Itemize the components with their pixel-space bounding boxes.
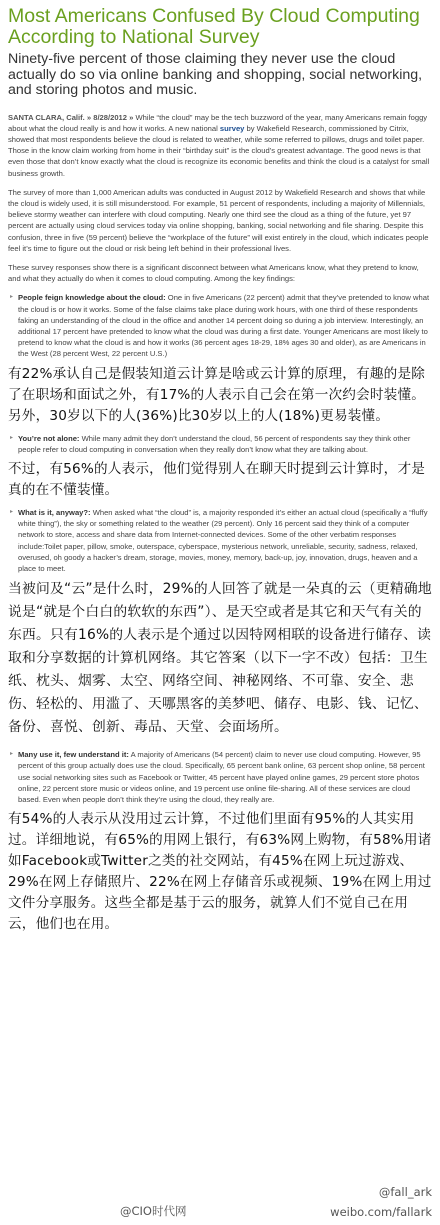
article-paragraph-1 [8,112,432,179]
paragraph-text: While “the cloud” may be the tech buzzword of the year, many Americans remain foggy about what the cloud really is and how it works. A new national [8,112,428,133]
finding-text: When asked what “the cloud” is, a majority responded it’s either an actual cloud (specifically a “fluffy white thing”), the sky or something related to the weather (29 percent). Only 16 percent said they think of a computer network to store, access and share data from Internet-connected devices. Some of the other verbatim responses include:Toilet paper, pillow, smoke, outerspace, cyberspace, mysterious network, unreliable, security, sadness, relaxed, overused, oh goody a hacker’s dream, storage, movies, money, memory, back-up, joy, innovation, drugs, heaven and a place to meet. [18,507,428,573]
finding-text: A majority of Americans (54 percent) claim to never use cloud computing. However, 95 percent of this group actually does use the cloud. Specifically, 65 percent bank online, 63 percent shop online, 58 percent use social networking sites such as Facebook or Twitter, 45 percent have played online games, 29 percent store photos online, 22 percent store music or videos online, and 19 percent use online file-sharing. All of these services are cloud based. Even when people don’t think they’re using the cloud, they really are. [18,750,425,804]
chinese-translation: 有22%承认自己是假装知道云计算是啥或云计算的原理，有趣的是除了在职场和面试之外，有17%的人表示自己会在第一次约会时装懂。另外，30岁以下的人(36%)比30岁以上的人(18%)更易装懂。 [8,365,426,424]
finding-heading: You’re not alone: [18,433,80,443]
bullet-arrow-icon: ▸ [10,508,14,515]
watermark-source: @CIO时代网 [120,1204,187,1218]
dateline: SANTA CLARA, Calif. » 8/28/2012 » [8,112,134,122]
chinese-translation: 有54%的人表示从没用过云计算，不过他们里面有95%的人其实用过。详细地说，有65%的用网上银行，有63%网上购物，有58%用诸如Facebook或Twitter之类的社交网站，有45%在网上玩过游戏、29%在网上存储照片、22%在网上存储音乐或视频、19%在网上用过文件分享服务。这些全都是基于云的服务，就算人们不觉自己在用云，他们也在用。 [8,811,432,933]
finding-item [8,507,432,574]
chinese-translation: 当被问及“云”是什么时，29%的人回答了就是一朵真的云（更精确地说是“就是个白白的软软的东西”）、是天空或者是其它和天气有关的东西。只有16%的人表示是个通过以因特网相联的设备进行储存、读取和分享数据的计算机网络。其它答案（以下一字不改）包括：卫生纸、枕头、烟雾、太空、网络空间、神秘网络、不可靠、安全、悲伤、轻松的、用滥了、天哪黑客的美梦吧、储存、电影、钱、记忆、备份、喜悦、创新、毒品、天堂、会面场所。 [8,581,432,736]
article-paragraph-3: These survey responses show there is a significant disconnect between what Americans know, what they pretend to know, and what they actually do when it comes to cloud computing. Among the key findings: [8,262,419,284]
bullet-arrow-icon: ▸ [10,751,14,758]
finding-item [8,433,432,455]
survey-link[interactable]: survey [219,123,245,133]
bullet-arrow-icon: ▸ [10,434,14,441]
finding-heading: People feign knowledge about the cloud: [18,293,166,303]
finding-text: While many admit they don’t understand the cloud, 56 percent of respondents say they think other people refer to cloud computing in conversation when they really don’t know what they are talking about. [18,433,411,454]
watermark-weibo-url: weibo.com/fallark [330,1205,432,1219]
finding-item [8,749,432,805]
article-subtitle: Ninety-five percent of those claiming they never use the cloud actually do so via online banking and shopping, social networking, and storing photos and music. [8,51,423,98]
article-title: Most Americans Confused By Cloud Computing According to National Survey [8,5,420,48]
chinese-translation: 不过，有56%的人表示，他们觉得别人在聊天时提到云计算时，才是真的在不懂装懂。 [8,460,426,498]
finding-heading: What is it, anyway?: [18,507,91,517]
article-paragraph-2: The survey of more than 1,000 American adults was conducted in August 2012 by Wakefield Research and shows that while the cloud is widely used, it is still misunderstood. For example, 51 percent of respondents, including a majority of Millennials, believe stormy weather can interfere with cloud computing. Nearly one third see the cloud as a thing of the future, yet 97 percent are actually using cloud services today via online shopping, banking, social networking and file sharing. Despite this confusion, three in five (59 percent) believe the “workplace of the future” will exist entirely in the cloud, which indicates people feel it’s time to figure out the cloud or risk being left behind in their professional lives. [8,187,429,253]
finding-item [8,292,432,359]
bullet-arrow-icon: ▸ [10,294,14,301]
paragraph-text: by Wakefield Research, commissioned by Citrix, showed that most respondents believe the cloud is related to weather, while some referred to pillows, drugs and toilet paper. Those in the know claim working from home in their “birthday suit” is the cloud’s greatest advantage. The good news is that even those that don’t know exactly what the cloud is recognize its economic benefits and think the cloud is a catalyst for small business growth. [8,123,430,178]
finding-heading: Many use it, few understand it: [18,750,129,760]
watermark-author: @fall_ark [378,1185,432,1199]
finding-text: One in five Americans (22 percent) admit that they’ve pretended to know what the cloud is or how it works. Some of the false claims take place during work hours, with one third of these respondents faking an understanding of the cloud in the office and another 14 percent doing so during a job interview. Interestingly, an additional 17 percent have pretended to know what the cloud was during a first date. Younger Americans are most likely to pretend to know what the cloud is and how it works (36 percent ages 18-29, 18% ages 30 and older), as are Americans in the West (28 percent West, 22 percent U.S.) [18,293,430,359]
